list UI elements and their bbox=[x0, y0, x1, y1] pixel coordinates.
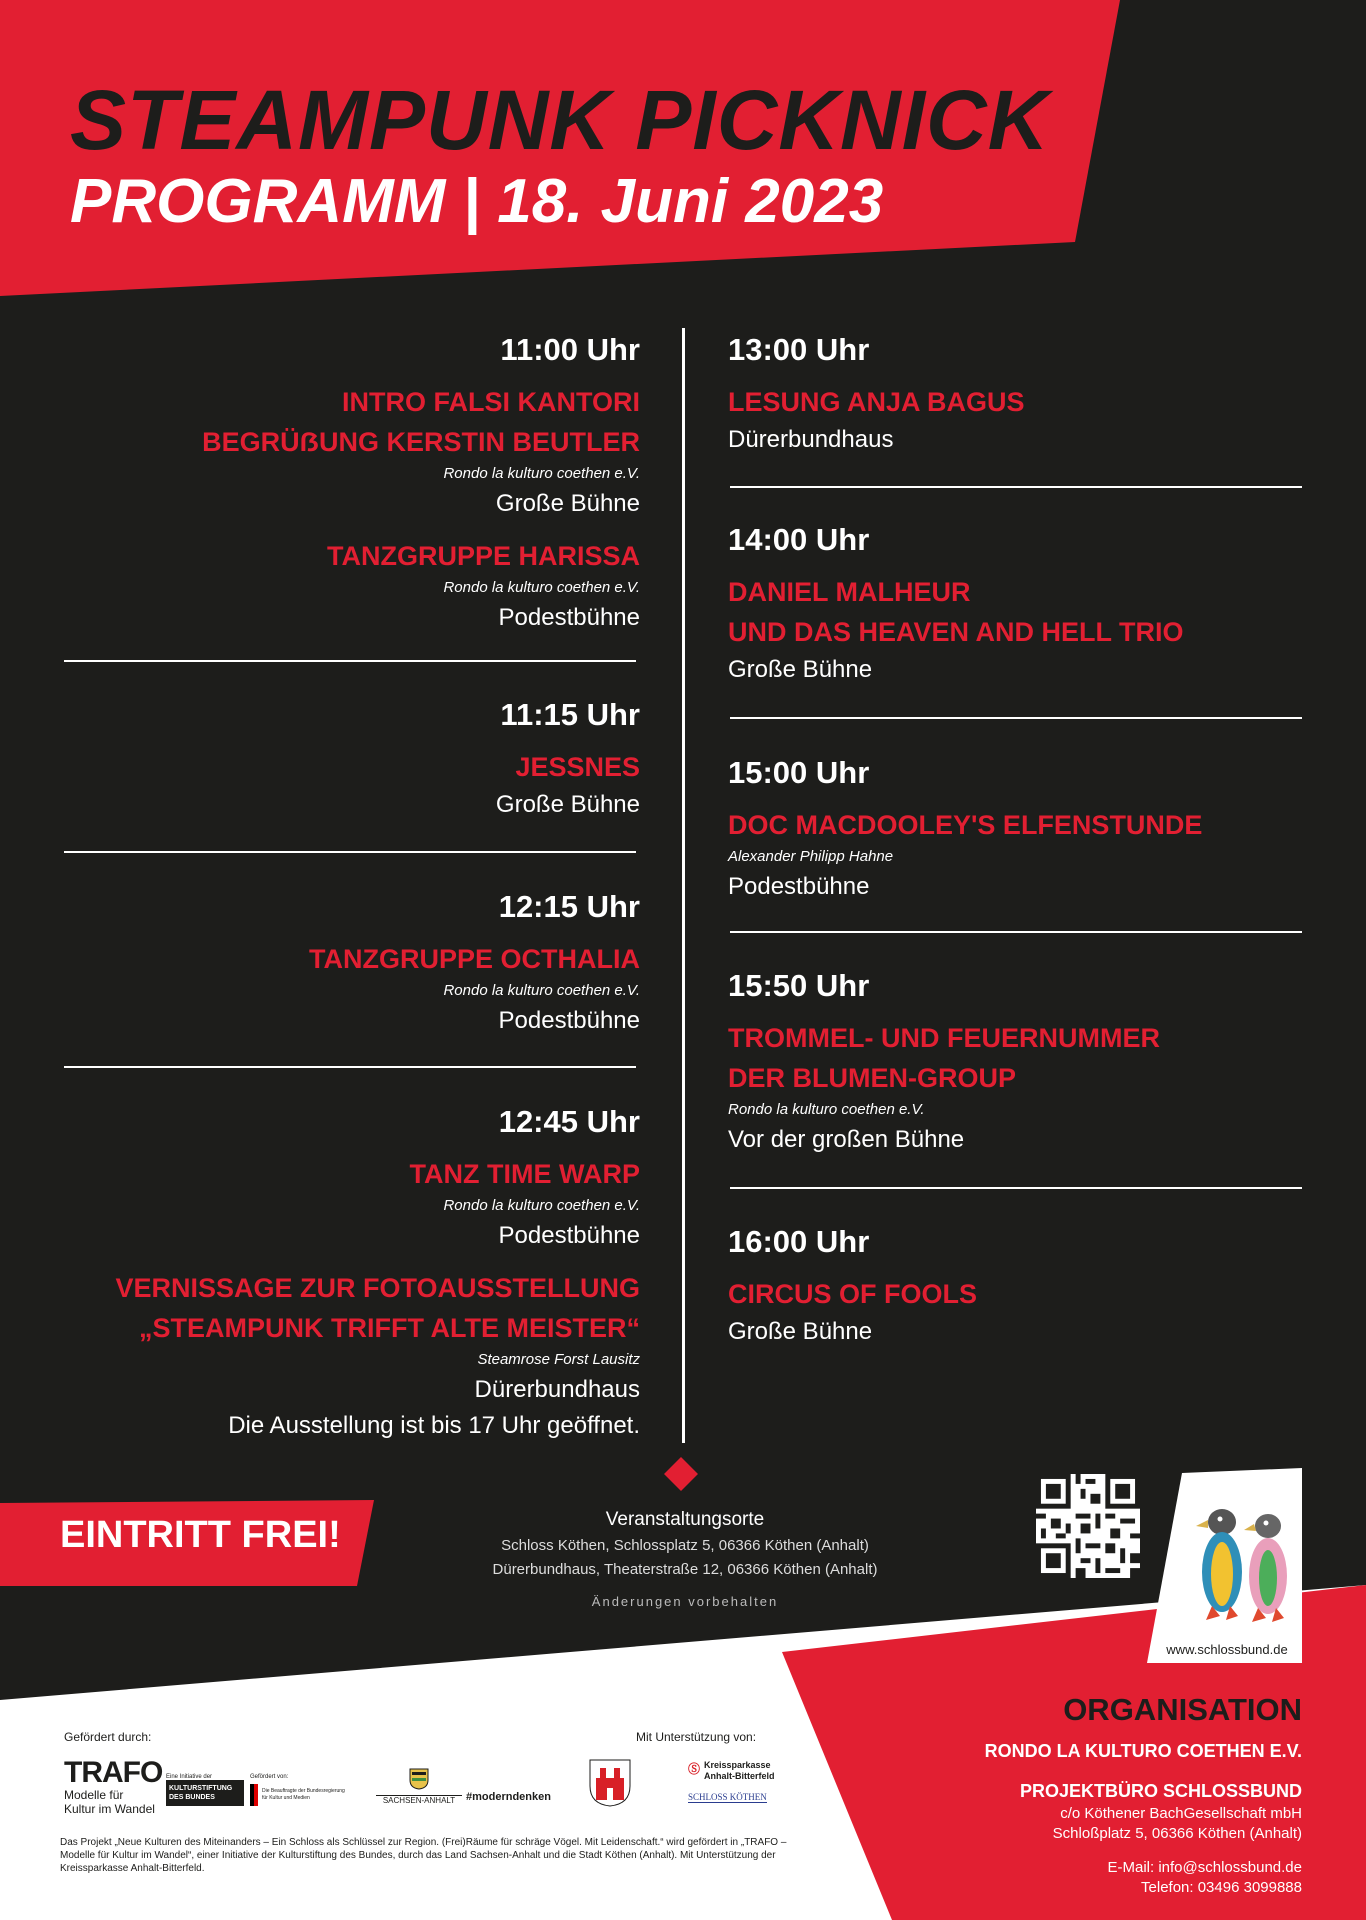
act-title: INTRO FALSI KANTORI bbox=[341, 387, 640, 417]
act-venue: Große Bühne bbox=[728, 656, 873, 683]
act-organizer: Steamrose Forst Lausitz bbox=[477, 1351, 640, 1368]
schedule-slot bbox=[728, 966, 1308, 1158]
koethen-coat-of-arms-icon bbox=[588, 1758, 632, 1808]
trafo-sub: Kultur im Wandel bbox=[64, 1802, 155, 1816]
trafo-name: TRAFO bbox=[64, 1756, 163, 1789]
bkm-logo bbox=[250, 1774, 350, 1806]
act-title: VERNISSAGE ZUR FOTOAUSSTELLUNG bbox=[115, 1273, 640, 1303]
organisation-address: c/o Köthener BachGesellschaft mbH bbox=[1060, 1805, 1302, 1822]
slot-time: 16:00 Uhr bbox=[728, 1224, 870, 1259]
bkm-label: Gefördert von: bbox=[250, 1774, 289, 1780]
kulturstiftung-logo bbox=[166, 1774, 244, 1806]
act-title: TANZGRUPPE OCTHALIA bbox=[309, 944, 640, 974]
qr-code-icon[interactable] bbox=[1036, 1474, 1140, 1578]
kreissparkasse-logo bbox=[688, 1760, 788, 1805]
slot-time: 12:15 Uhr bbox=[498, 889, 640, 924]
organisation-name: RONDO LA KULTURO COETHEN E.V. bbox=[984, 1741, 1302, 1761]
act-venue: Podestbühne bbox=[498, 604, 640, 631]
page-subtitle: PROGRAMM | 18. Juni 2023 bbox=[70, 167, 884, 236]
slot-time: 11:15 Uhr bbox=[500, 697, 640, 732]
sparkasse-s-icon: Ⓢ bbox=[688, 1762, 701, 1776]
act-venue: Große Bühne bbox=[728, 1318, 873, 1345]
sachsen-anhalt-name: SACHSEN-ANHALT bbox=[376, 1795, 462, 1805]
sachsen-anhalt-logo bbox=[376, 1768, 462, 1805]
act-title: TANZGRUPPE HARISSA bbox=[326, 541, 640, 571]
act-organizer: Rondo la kulturo coethen e.V. bbox=[443, 579, 640, 596]
organisation-address: Schloßplatz 5, 06366 Köthen (Anhalt) bbox=[1052, 1825, 1302, 1842]
act-title: „STEAMPUNK TRIFFT ALTE MEISTER“ bbox=[139, 1313, 640, 1343]
federal-eagle-icon bbox=[250, 1784, 258, 1806]
schedule-slot bbox=[728, 330, 1308, 458]
act-venue: Podestbühne bbox=[498, 1007, 640, 1034]
divider-rule bbox=[730, 486, 1302, 488]
schedule-slot bbox=[728, 1222, 1308, 1350]
page-title: STEAMPUNK PICKNICK bbox=[70, 73, 1050, 167]
locations-heading: Veranstaltungsorte bbox=[605, 1509, 765, 1530]
locations-block bbox=[470, 1506, 900, 1609]
divider-rule bbox=[64, 1066, 636, 1068]
act-venue: Vor der großen Bühne bbox=[728, 1126, 965, 1153]
act-title: DANIEL MALHEUR bbox=[728, 577, 971, 607]
act-title: DER BLUMEN-GROUP bbox=[728, 1063, 1016, 1093]
organisation-phone[interactable]: Telefon: 03496 3099888 bbox=[1141, 1879, 1302, 1896]
act-venue: Große Bühne bbox=[495, 791, 640, 818]
act-venue: Podestbühne bbox=[498, 1222, 640, 1249]
organisation-name: PROJEKTBÜRO SCHLOSSBUND bbox=[1019, 1781, 1302, 1801]
schloss-koethen-name: SCHLOSS KÖTHEN bbox=[688, 1792, 767, 1802]
act-title: JESSNES bbox=[515, 752, 640, 782]
act-title: LESUNG ANJA BAGUS bbox=[728, 387, 1025, 417]
slot-time: 15:00 Uhr bbox=[728, 755, 870, 790]
funding-fine-print: Das Projekt „Neue Kulturen des Miteinanders – Ein Schloss als Schlüssel zur Region. (Frei)Räume für schräge Vögel. Mit Leidenschaft.“ wird gefördert in „TRAFO – Modelle für Kultur im Wandel“, einer Initiative der Kulturstiftung des Bundes, durch das Land Sachsen-Anhalt und die Stadt Köthen (Anhalt). Mit Unterstützung der Kreissparkasse Anhalt-Bitterfeld. bbox=[60, 1837, 787, 1874]
act-title: UND DAS HEAVEN AND HELL TRIO bbox=[728, 617, 1184, 647]
free-entry-label: EINTRITT FREI! bbox=[60, 1514, 341, 1556]
act-organizer: Rondo la kulturo coethen e.V. bbox=[443, 982, 640, 999]
organisation-title: ORGANISATION bbox=[1063, 1692, 1302, 1727]
schedule-slot bbox=[60, 887, 640, 1039]
divider-rule bbox=[64, 851, 636, 853]
trafo-logo bbox=[64, 1758, 164, 1816]
schedule-slot bbox=[60, 330, 640, 636]
act-venue: Podestbühne bbox=[728, 873, 870, 900]
act-organizer: Rondo la kulturo coethen e.V. bbox=[443, 1197, 640, 1214]
location-line: Dürerbundhaus, Theaterstraße 12, 06366 Köthen (Anhalt) bbox=[492, 1561, 878, 1578]
center-divider bbox=[682, 328, 685, 1443]
act-organizer: Rondo la kulturo coethen e.V. bbox=[728, 1101, 925, 1118]
act-note: Die Ausstellung ist bis 17 Uhr geöffnet. bbox=[228, 1412, 640, 1439]
divider-rule bbox=[64, 660, 636, 662]
slot-time: 12:45 Uhr bbox=[498, 1104, 640, 1139]
kreissparkasse-name: Kreissparkasse Anhalt-Bitterfeld bbox=[704, 1760, 775, 1781]
divider-rule bbox=[730, 1187, 1302, 1189]
act-title: BEGRÜẞUNG KERSTIN BEUTLER bbox=[202, 427, 640, 457]
location-line: Schloss Köthen, Schlossplatz 5, 06366 Köthen (Anhalt) bbox=[501, 1537, 869, 1554]
act-organizer: Alexander Philipp Hahne bbox=[728, 848, 894, 865]
schedule-slot bbox=[728, 753, 1308, 905]
initiative-label: Eine Initiative der bbox=[166, 1774, 213, 1780]
funded-label: Gefördert durch: bbox=[64, 1730, 152, 1744]
act-title: DOC MACDOOLEY'S ELFENSTUNDE bbox=[728, 810, 1203, 840]
act-organizer: Rondo la kulturo coethen e.V. bbox=[443, 465, 640, 482]
moderndenken-tag: #moderndenken bbox=[466, 1791, 551, 1803]
coat-of-arms-icon bbox=[409, 1768, 429, 1790]
act-title: CIRCUS OF FOOLS bbox=[728, 1279, 977, 1309]
organisation-info bbox=[985, 1738, 1302, 1898]
act-title: TROMMEL- UND FEUERNUMMER bbox=[728, 1023, 1160, 1053]
bird-right-icon bbox=[1244, 1514, 1287, 1622]
slot-time: 14:00 Uhr bbox=[728, 522, 870, 557]
act-venue: Große Bühne bbox=[495, 490, 640, 517]
birds-illustration-icon bbox=[1190, 1500, 1300, 1640]
schedule-slot bbox=[60, 695, 640, 823]
act-venue: Dürerbundhaus bbox=[728, 426, 894, 453]
slot-time: 15:50 Uhr bbox=[728, 968, 870, 1003]
website-link[interactable]: www.schlossbund.de bbox=[1166, 1642, 1288, 1657]
bird-left-icon bbox=[1196, 1509, 1242, 1620]
trafo-sub: Modelle für bbox=[64, 1788, 124, 1802]
organisation-email[interactable]: E-Mail: info@schlossbund.de bbox=[1107, 1859, 1302, 1876]
schedule-slot bbox=[60, 1102, 640, 1444]
slot-time: 13:00 Uhr bbox=[728, 332, 870, 367]
act-venue: Dürerbundhaus bbox=[474, 1376, 640, 1403]
support-label: Mit Unterstützung von: bbox=[636, 1730, 757, 1744]
act-title: TANZ TIME WARP bbox=[409, 1159, 640, 1189]
changes-note: Änderungen vorbehalten bbox=[591, 1594, 779, 1609]
divider-rule bbox=[730, 717, 1302, 719]
kulturstiftung-name: KULTURSTIFTUNG DES BUNDES bbox=[166, 1780, 244, 1806]
schedule-slot bbox=[728, 520, 1308, 688]
divider-rule bbox=[730, 931, 1302, 933]
slot-time: 11:00 Uhr bbox=[500, 332, 640, 367]
bkm-name: Die Beauftragte der Bundesregierung für Kultur und Medien bbox=[262, 1788, 345, 1801]
